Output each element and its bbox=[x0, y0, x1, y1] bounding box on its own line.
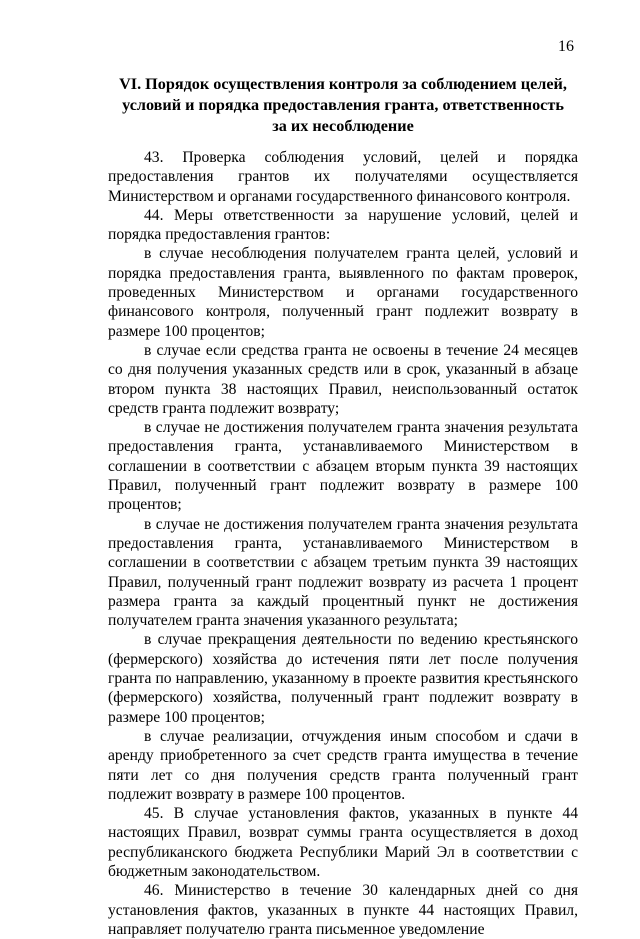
paragraph-44-item-2: в случае если средства гранта не освоены в течение 24 месяцев со дня получения указанных средств или в срок, указанный в абзаце втором пункта 38 настоящих Правил, неиспользованный остаток средств гранта подлежит возврату; bbox=[108, 341, 578, 417]
paragraph-44-item-3: в случае не достижения получателем гранта значения результата предоставления гранта, устанавливаемого Министерством в соглашении в соответствии с абзацем вторым пункта 39 настоящих Правил, полученный грант подлежит возврату в размере 100 процентов; bbox=[108, 419, 578, 514]
section-heading bbox=[108, 74, 578, 137]
paragraph-46: 46. Министерство в течение 30 календарных дней со дня установления фактов, указанных в пункте 44 настоящих Правил, направляет получателю гранта письменное уведомление bbox=[108, 882, 578, 938]
paragraph-44: 44. Меры ответственности за нарушение условий, целей и порядка предоставления грантов: bbox=[108, 206, 578, 244]
section-heading-line: VI. Порядок осуществления контроля за соблюдением целей, bbox=[119, 75, 567, 93]
section-heading-line: условий и порядка предоставления гранта, ответственность bbox=[122, 96, 564, 114]
document-body bbox=[108, 148, 578, 939]
paragraph-45: 45. В случае установления фактов, указанных в пункте 44 настоящих Правил, возврат суммы гранта осуществляется в доход республиканского бюджета Республики Марий Эл в соответствии с бюджетным законодательством. bbox=[108, 805, 578, 880]
paragraph-44-item-5: в случае прекращения деятельности по ведению крестьянского (фермерского) хозяйства до истечения пяти лет после получения гранта по направлению, указанному в проекте развития крестьянского (фермерского) хозяйства, полученный грант подлежит возврату в размере 100 процентов; bbox=[108, 631, 578, 726]
page-number: 16 bbox=[558, 38, 574, 55]
section-heading-line: за их несоблюдение bbox=[272, 117, 414, 135]
paragraph-44-item-1: в случае несоблюдения получателем гранта целей, условий и порядка предоставления гранта, выявленного по фактам проверок, проведенных Министерством и органами государственного финансового контроля, полученный грант подлежит возврату в размере 100 процентов; bbox=[108, 245, 578, 340]
paragraph-44-item-4: в случае не достижения получателем гранта значения результата предоставления гранта, устанавливаемого Министерством в соглашении в соответствии с абзацем третьим пункта 39 настоящих Правил, полученный грант подлежит возврату из расчета 1 процент размера гранта за каждый процентный пункт не достижения получателем гранта значения указанного результата; bbox=[108, 515, 578, 630]
paragraph-43: 43. Проверка соблюдения условий, целей и порядка предоставления грантов их получателями осуществляется Министерством и органами государственного финансового контроля. bbox=[108, 149, 578, 205]
paragraph-44-item-6: в случае реализации, отчуждения иным способом и сдачи в аренду приобретенного за счет средств гранта имущества в течение пяти лет со дня получения средств гранта полученный грант подлежит возврату в размере 100 процентов. bbox=[108, 727, 578, 803]
